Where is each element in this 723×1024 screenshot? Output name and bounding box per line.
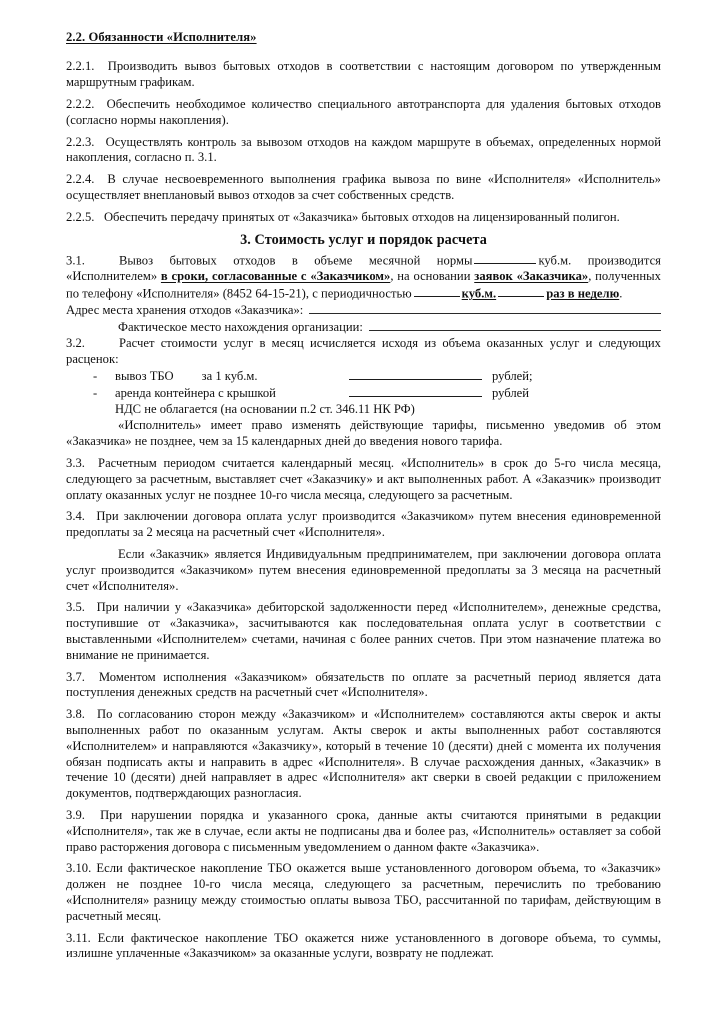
clause-3-1-part4: , на основании (390, 268, 471, 283)
price-amount-blank-field[interactable] (349, 385, 482, 397)
section-heading-2-2: 2.2. Обязанности «Исполнителя» (66, 30, 257, 44)
storage-address-blank-field[interactable] (309, 302, 661, 314)
price-amount-blank-field[interactable] (349, 367, 482, 379)
clause-3-1-part9: . (619, 286, 623, 301)
clause-3-1-requests-bold: заявок «Заказчика» (474, 268, 589, 283)
clause-2-2-4: 2.2.4. В случае несвоевременного выполнения графика вывоза по вине «Исполнителя» «Исполнитель» осуществляет внеплановый вывоз отходов за счет собственных средств. (66, 172, 661, 202)
actual-address-blank-field[interactable] (369, 319, 661, 331)
price-row-service (115, 369, 349, 385)
clause-3-3: 3.3. Расчетным периодом считается календарный месяц. «Исполнитель» в срок до 5-го числа месяца, следующего за расчетным, выставляет счет «Заказчику» и акт выполненных работ. А «Заказчик» производит оплату оказанных услуг не позднее 10-го числа месяца, следующего за расчетным. (66, 456, 661, 502)
price-unit-label: рублей (492, 385, 529, 400)
clause-3-1-part1: Вывоз бытовых отходов в объеме месячной нормы (118, 253, 473, 268)
vat-note: НДС не облагается (на основании п.2 ст. 346.11 НК РФ) (115, 401, 415, 416)
volume-blank-field[interactable] (474, 252, 536, 265)
clause-2-2-3: 2.2.3. Осуществлять контроль за вывозом отходов на каждом маршруте в объемах, определенных нормой накопления, согласно п. 3.1. (66, 134, 661, 165)
bullet-dash: - (93, 368, 98, 383)
storage-address-row (66, 302, 661, 319)
clause-3-10: 3.10. Если фактическое накопление ТБО окажется выше установленного договором объема, то «Заказчик» должен не позднее 10-го числа месяца, следующего за расчетным, перечислить по требованию «Исполнителя» разницу между стоимостью оплаты вывоза ТБО, рассчитанной по тарифам, действующим в расчетный месяц. (66, 861, 661, 923)
clause-3-2-text: Расчет стоимости услуг в месяц исчисляется исходя из объема оказанных услуг и следующих расценок: (66, 335, 661, 366)
clause-3-1-number: 3.1. (66, 253, 85, 268)
price-unit-label: рублей; (492, 368, 533, 383)
storage-address-label: Адрес места хранения отходов «Заказчика»: (66, 303, 304, 318)
clause-3-1-part2: куб.м. производится «Исполнителем» (66, 253, 661, 283)
tariff-change-note: «Исполнитель» имеет право изменять действующие тарифы, письменно уведомив об этом «Заказчика» не позднее, чем за 15 календарных дней до введения нового тарифа. (66, 418, 661, 449)
clause-3-1 (66, 252, 661, 303)
clause-3-8: 3.8. По согласованию сторон между «Заказчиком» и «Исполнителем» составляются акты сверок и акты выполненных работ по оказанным услугам. Акты сверок и акты выполненных работ составляются «Исполнителем» и направляются «Заказчику», который в течение 10 (десяти) дней с момента их получения обязан подписать акты и направить в адрес «Исполнителя». В случае расхождения данных, «Заказчик» в течение 10 (десяти) дней направляет в адрес «Исполнителя» акт сверки в своей редакции с приложением документов, подтверждающих разногласия. (66, 707, 661, 801)
clause-3-4-ip-note: Если «Заказчик» является Индивидуальным предпринимателем, при заключении договора оплата услуг производится «Заказчиком» путем внесения единовременной предоплаты за 3 месяца на расчетный счет «Исполнителя». (66, 547, 661, 593)
clause-3-11: 3.11. Если фактическое накопление ТБО окажется ниже установленного в договоре объема, то суммы, излишне уплаченные «Заказчиком» за оказанные услуги, возврату не подлежат. (66, 930, 661, 961)
periodicity-volume-blank-field[interactable] (414, 285, 460, 298)
price-service-qualifier: за 1 куб.м. (201, 368, 258, 383)
bullet-dash: - (93, 385, 98, 400)
clause-2-2-2: 2.2.2. Обеспечить необходимое количество специального автотранспорта для удаления бытовых отходов (согласно нормы накопления). (66, 96, 661, 127)
periodicity-times-blank-field[interactable] (498, 285, 544, 298)
actual-address-row (66, 319, 661, 336)
clause-3-4: 3.4. При заключении договора оплата услуг производится «Заказчиком» путем внесения единовременной предоплаты за 2 месяца на расчетный счет «Исполнителя». (66, 509, 661, 540)
clause-3-2 (66, 336, 661, 368)
clause-3-1-per-week-bold: раз в неделю (546, 286, 620, 301)
clause-3-7: 3.7. Моментом исполнения «Заказчиком» обязательств по оплате за расчетный период является дата поступления денежных средств на расчетный счет «Исполнителя». (66, 669, 661, 700)
clause-3-1-terms-bold: в сроки, согласованные с «Заказчиком» (160, 268, 391, 283)
clause-3-1-cubm-bold: куб.м. (461, 286, 497, 301)
price-row-service (115, 386, 349, 402)
clause-3-5: 3.5. При наличии у «Заказчика» дебиторской задолженности перед «Исполнителем», денежные средства, поступившие от «Заказчика», засчитываются как последовательная оплата услуг в соответствии с выставленными «Исполнителем» счетами, начиная с более ранних счетов. При этом назначение платежа во внимание не принимается. (66, 600, 661, 662)
clause-2-2-1: 2.2.1. Производить вывоз бытовых отходов в соответствии с настоящим договором по утвержденным маршрутным графикам. (66, 59, 661, 90)
price-list (66, 367, 661, 401)
section-heading-3: 3. Стоимость услуг и порядок расчета (240, 231, 487, 248)
clause-3-2-number: 3.2. (66, 335, 85, 350)
clause-2-2-5: 2.2.5. Обеспечить передачу принятых от «Заказчика» бытовых отходов на лицензированный полигон. (66, 209, 620, 224)
price-row (66, 385, 661, 402)
clause-3-1-part6: , полученных по телефону «Исполнителя» (8452 64-15-21), с периодичностью (66, 268, 661, 301)
price-service-label: вывоз ТБО (115, 368, 174, 383)
actual-address-label: Фактическое место нахождения организации: (118, 320, 363, 335)
price-service-label: аренда контейнера с крышкой (115, 385, 276, 400)
clause-3-9: 3.9. При нарушении порядка и указанного срока, данные акты считаются принятыми в редакции «Исполнителя», так же в случае, если акты не подписаны два и более раз, «Исполнитель» оставляет за собой право расторжения договора с письменным уведомлением о данном факте «Заказчика». (66, 808, 661, 854)
price-row (66, 367, 661, 384)
